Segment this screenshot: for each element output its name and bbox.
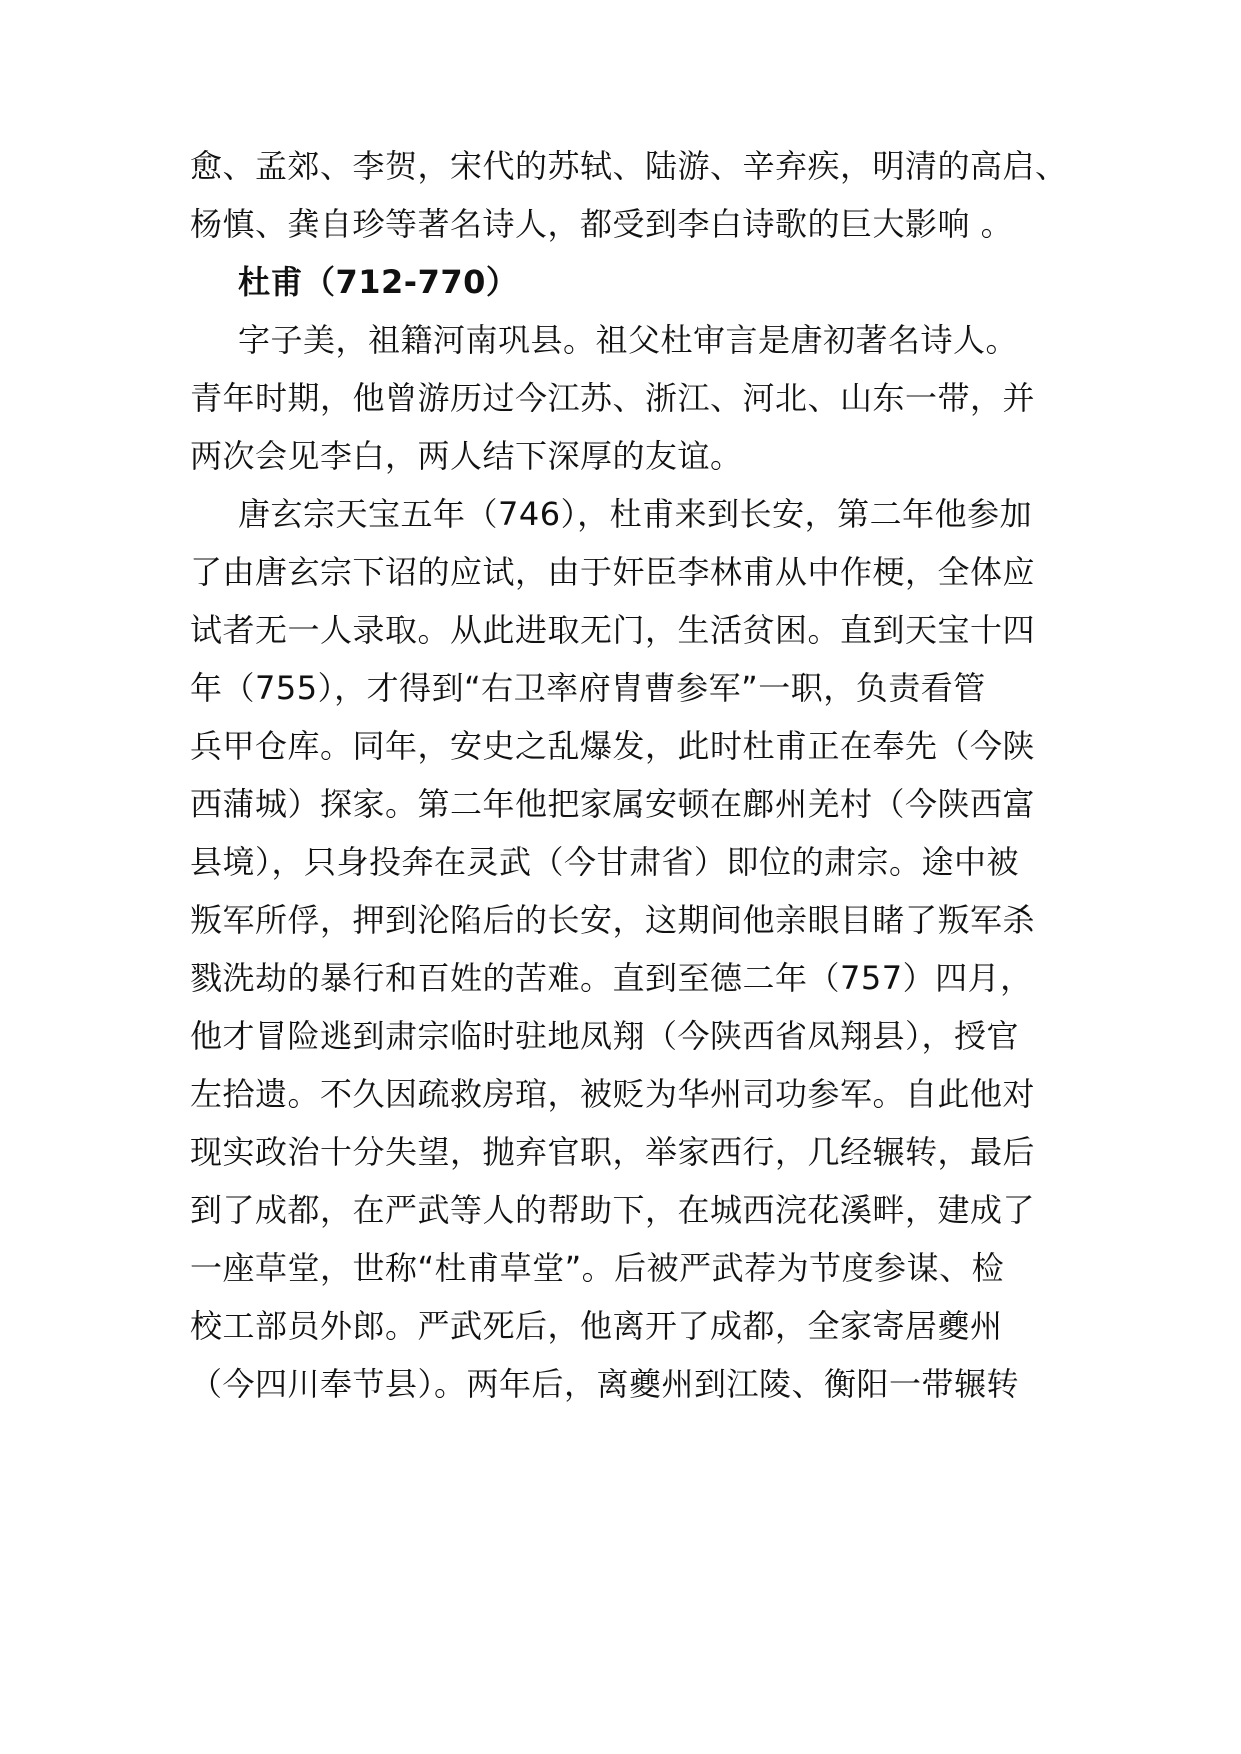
text-line: 县境），只身投奔在灵武（今甘肃省）即位的肃宗。途中被 [190, 843, 1020, 881]
text-line: 试者无一人录取。从此进取无门，生活贫困。直到天宝十四 [190, 611, 1036, 649]
text-line: （今四川奉节县）。两年后，离夔州到江陵、衡阳一带辗转 [190, 1365, 1020, 1403]
text-line: 两次会见李白，两人结下深厚的友谊。 [190, 437, 743, 475]
text-line: 年（755），才得到“右卫率府胄曹参军”一职，负责看管 [190, 669, 986, 707]
text-line: 左拾遗。不久因疏救房琯，被贬为华州司功参军。自此他对 [190, 1075, 1036, 1113]
text-line: 字子美，祖籍河南巩县。祖父杜审言是唐初著名诗人。 [238, 321, 1019, 359]
text-line: 戮洗劫的暴行和百姓的苦难。直到至德二年（757）四月， [190, 959, 1033, 997]
text-line: 一座草堂，世称“杜甫草堂”。后被严武荐为节度参谋、检 [190, 1249, 1005, 1287]
text-line: 唐玄宗天宝五年（746），杜甫来到长安，第二年他参加 [238, 495, 1033, 533]
text-line: 了由唐玄宗下诏的应试，由于奸臣李林甫从中作梗，全体应 [190, 553, 1036, 591]
text-line: 兵甲仓库。同年，安史之乱爆发，此时杜甫正在奉先（今陕 [190, 727, 1036, 765]
text-line: 现实政治十分失望，抛弃官职，举家西行，几经辗转，最后 [190, 1133, 1036, 1171]
text-line: 杨慎、龚自珍等著名诗人，都受到李白诗歌的巨大影响 。 [190, 205, 1014, 243]
text-line: 愈、孟郊、李贺，宋代的苏轼、陆游、辛弃疾，明清的高启、 [190, 147, 1068, 185]
text-line: 校工部员外郎。严武死后，他离开了成都，全家寄居夔州 [190, 1307, 1003, 1345]
text-line: 叛军所俘，押到沦陷后的长安，这期间他亲眼目睹了叛军杀 [190, 901, 1036, 939]
text-line: 他才冒险逃到肃宗临时驻地凤翔（今陕西省凤翔县），授官 [190, 1017, 1020, 1055]
text-line: 西蒲城）探家。第二年他把家属安顿在鄜州羌村（今陕西富 [190, 785, 1036, 823]
text-line: 到了成都，在严武等人的帮助下，在城西浣花溪畔，建成了 [190, 1191, 1036, 1229]
text-line: 青年时期，他曾游历过今江苏、浙江、河北、山东一带，并 [190, 379, 1036, 417]
section-heading: 杜甫（712-770） [238, 263, 519, 301]
